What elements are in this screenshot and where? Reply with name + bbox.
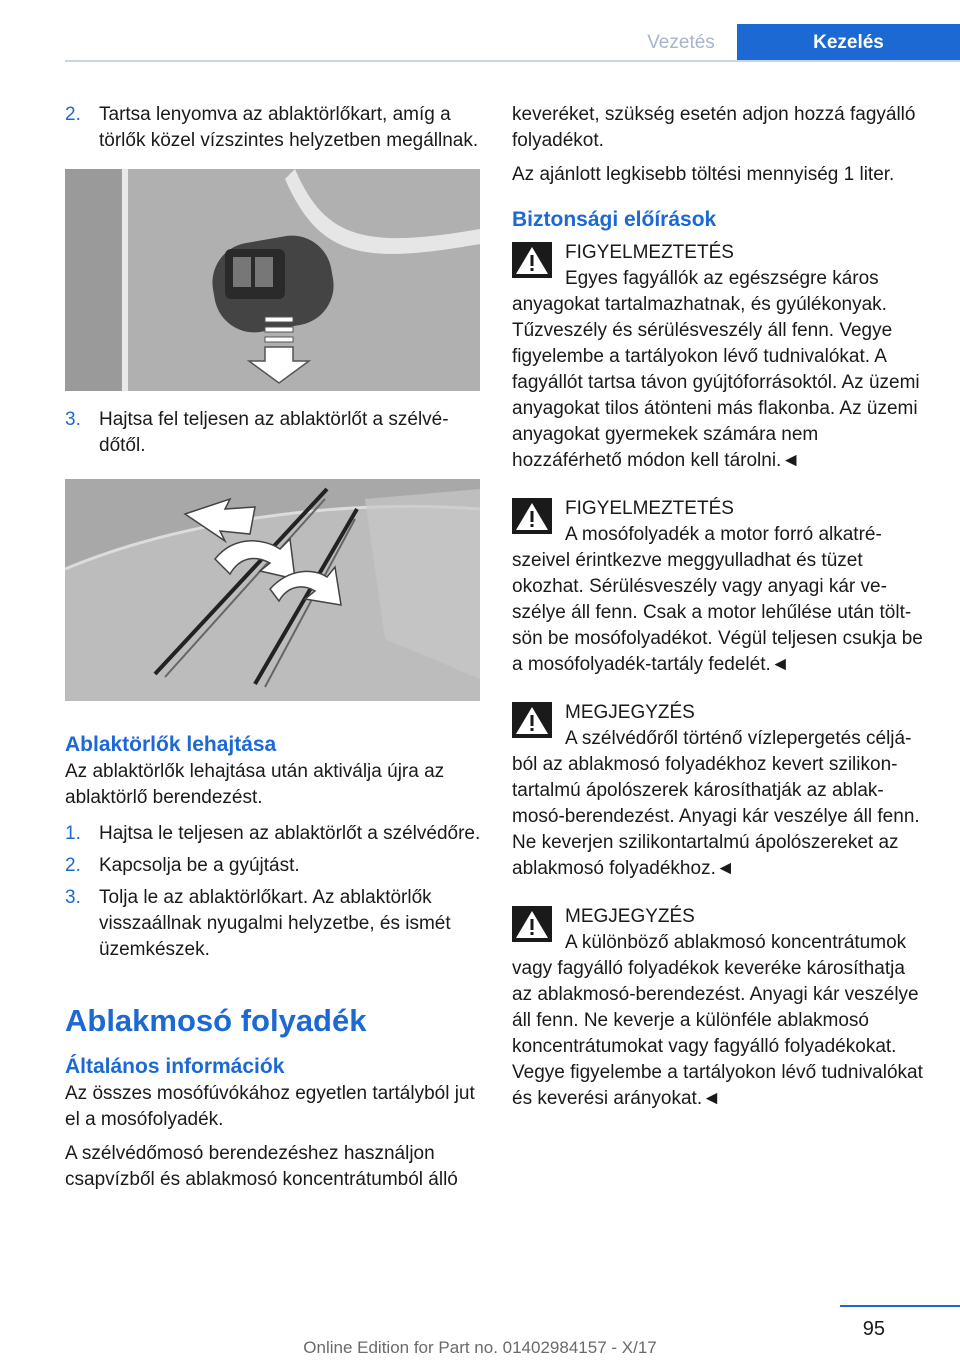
general-paragraph-1: Az összes mosófúvókához egyetlen tartályból jut el a mosófolyadék.: [65, 1083, 475, 1130]
tab-vezetes[interactable]: Vezetés: [647, 32, 715, 53]
wiper-switch-illustration: [65, 169, 480, 391]
general-paragraph-2: A szélvédőmosó berendezéshez használjon csapvízből és ablakmosó koncentrátumból álló: [65, 1143, 458, 1190]
continued-paragraph: keveréket, szükség esetén adjon hozzá fagyálló folyadékot.: [512, 104, 916, 151]
page-number-rule: [840, 1305, 960, 1307]
step-text: Hajtsa fel teljesen az ablaktörlőt a szélvédőtől.: [99, 409, 449, 456]
notice-label: FIGYELMEZTETÉS: [565, 242, 734, 263]
notice-text: A szélvédőről történő vízlepergetés céljából az ablakmosó folyadékhoz kevert szilikontartalmú ápolószerek károsíthatják az ablakmosó-berendezést. Anyagi kár veszélye áll fenn. Ne keverjen szilikontartalmú ápolószereket az ablakmosó folyadékhoz.◄: [512, 728, 920, 879]
fold-heading: Ablaktörlők lehajtása: [65, 733, 277, 756]
step-text: Hajtsa le teljesen az ablaktörlőt a szélvédőre.: [99, 823, 481, 844]
fold-steps-list: [65, 821, 483, 963]
wiper-raise-drawing: [65, 479, 480, 701]
notice-label: MEGJEGYZÉS: [565, 906, 695, 927]
fold-intro: Az ablaktörlők lehajtása után aktiválja újra az ablaktörlő berendezést.: [65, 761, 445, 808]
note-notice: [512, 904, 930, 1112]
step-text: Tartsa lenyomva az ablaktörlőkart, amíg a törlők közel vízszintes helyzetben megállnak.: [99, 104, 479, 151]
warning-notice: [512, 240, 930, 474]
step-number: 2.: [65, 104, 81, 125]
notice-label: MEGJEGYZÉS: [565, 702, 695, 723]
step-number: 1.: [65, 823, 81, 844]
fold-step: [65, 821, 483, 847]
warning-triangle-icon: [512, 242, 552, 278]
step-2: [65, 102, 483, 154]
footer-edition: Online Edition for Part no. 01402984157 - X/17: [303, 1338, 657, 1357]
step-number: 3.: [65, 409, 81, 430]
notice-text: A mosófolyadék a motor forró alkatrészeivel érintkezve meggyulladhat és tüzet okozhat. Sérülésveszély vagy anyagi kár veszélye áll fenn. Csak a motor lehűlése után töltsön be mosófolyadékot. Végül teljesen csukja be a mosófolyadék-tartály fedelét.◄: [512, 524, 923, 675]
wiper-raise-illustration: [65, 479, 480, 701]
warning-notice: [512, 496, 930, 678]
section-title: Ablakmosó folyadék: [65, 1003, 367, 1038]
step-3: [65, 407, 483, 459]
fold-step: [65, 885, 483, 963]
header-divider: [65, 60, 960, 62]
warning-triangle-icon: [512, 702, 552, 738]
step-text: Tolja le az ablaktörlőkart. Az ablaktörlők visszaállnak nyugalmi helyzetbe, és ismét üzemkészek.: [99, 887, 451, 960]
warning-triangle-icon: [512, 906, 552, 942]
notice-text: A különböző ablakmosó koncentrátumok vagy fagyálló folyadékok keveréke károsíthatja az ablakmosó-berendezést. Anyagi kár veszélye áll fenn. Ne keverje a különféle ablakmosó koncentrátumokat vagy fagyálló folyadékokat. Vegye figyelembe a tartályokon lévő tudnivalókat és keverési arányokat.◄: [512, 932, 923, 1109]
tab-kezeles[interactable]: Kezelés: [737, 24, 960, 62]
note-notice: [512, 700, 930, 882]
right-column: [512, 102, 930, 1112]
safety-heading: Biztonsági előírások: [512, 208, 717, 231]
general-heading: Általános információk: [65, 1055, 285, 1078]
page-number: 95: [862, 1318, 885, 1340]
capacity-paragraph: Az ajánlott legkisebb töltési mennyiség 1 liter.: [512, 164, 895, 185]
notice-label: FIGYELMEZTETÉS: [565, 498, 734, 519]
step-text: Kapcsolja be a gyújtást.: [99, 855, 300, 876]
wiper-switch-drawing: [65, 169, 480, 391]
step-number: 2.: [65, 855, 81, 876]
notice-text: Egyes fagyállók az egészségre káros anyagokat tartalmazhatnak, és gyúlékonyak. Tűzveszély és sérülésveszély áll fenn. Vegye figyelembe a tartályokon lévő tudnivalókat. A fagyállót tartsa távon gyújtóforrásoktól. Az üzemi anyagokat tilos átönteni más flakonba. Az üzemi anyagokat gyermekek számára nem hozzáférhető módon kell tárolni.◄: [512, 268, 920, 471]
warning-triangle-icon: [512, 498, 552, 534]
fold-step: [65, 853, 483, 879]
step-number: 3.: [65, 887, 81, 908]
left-column: [65, 102, 483, 1193]
